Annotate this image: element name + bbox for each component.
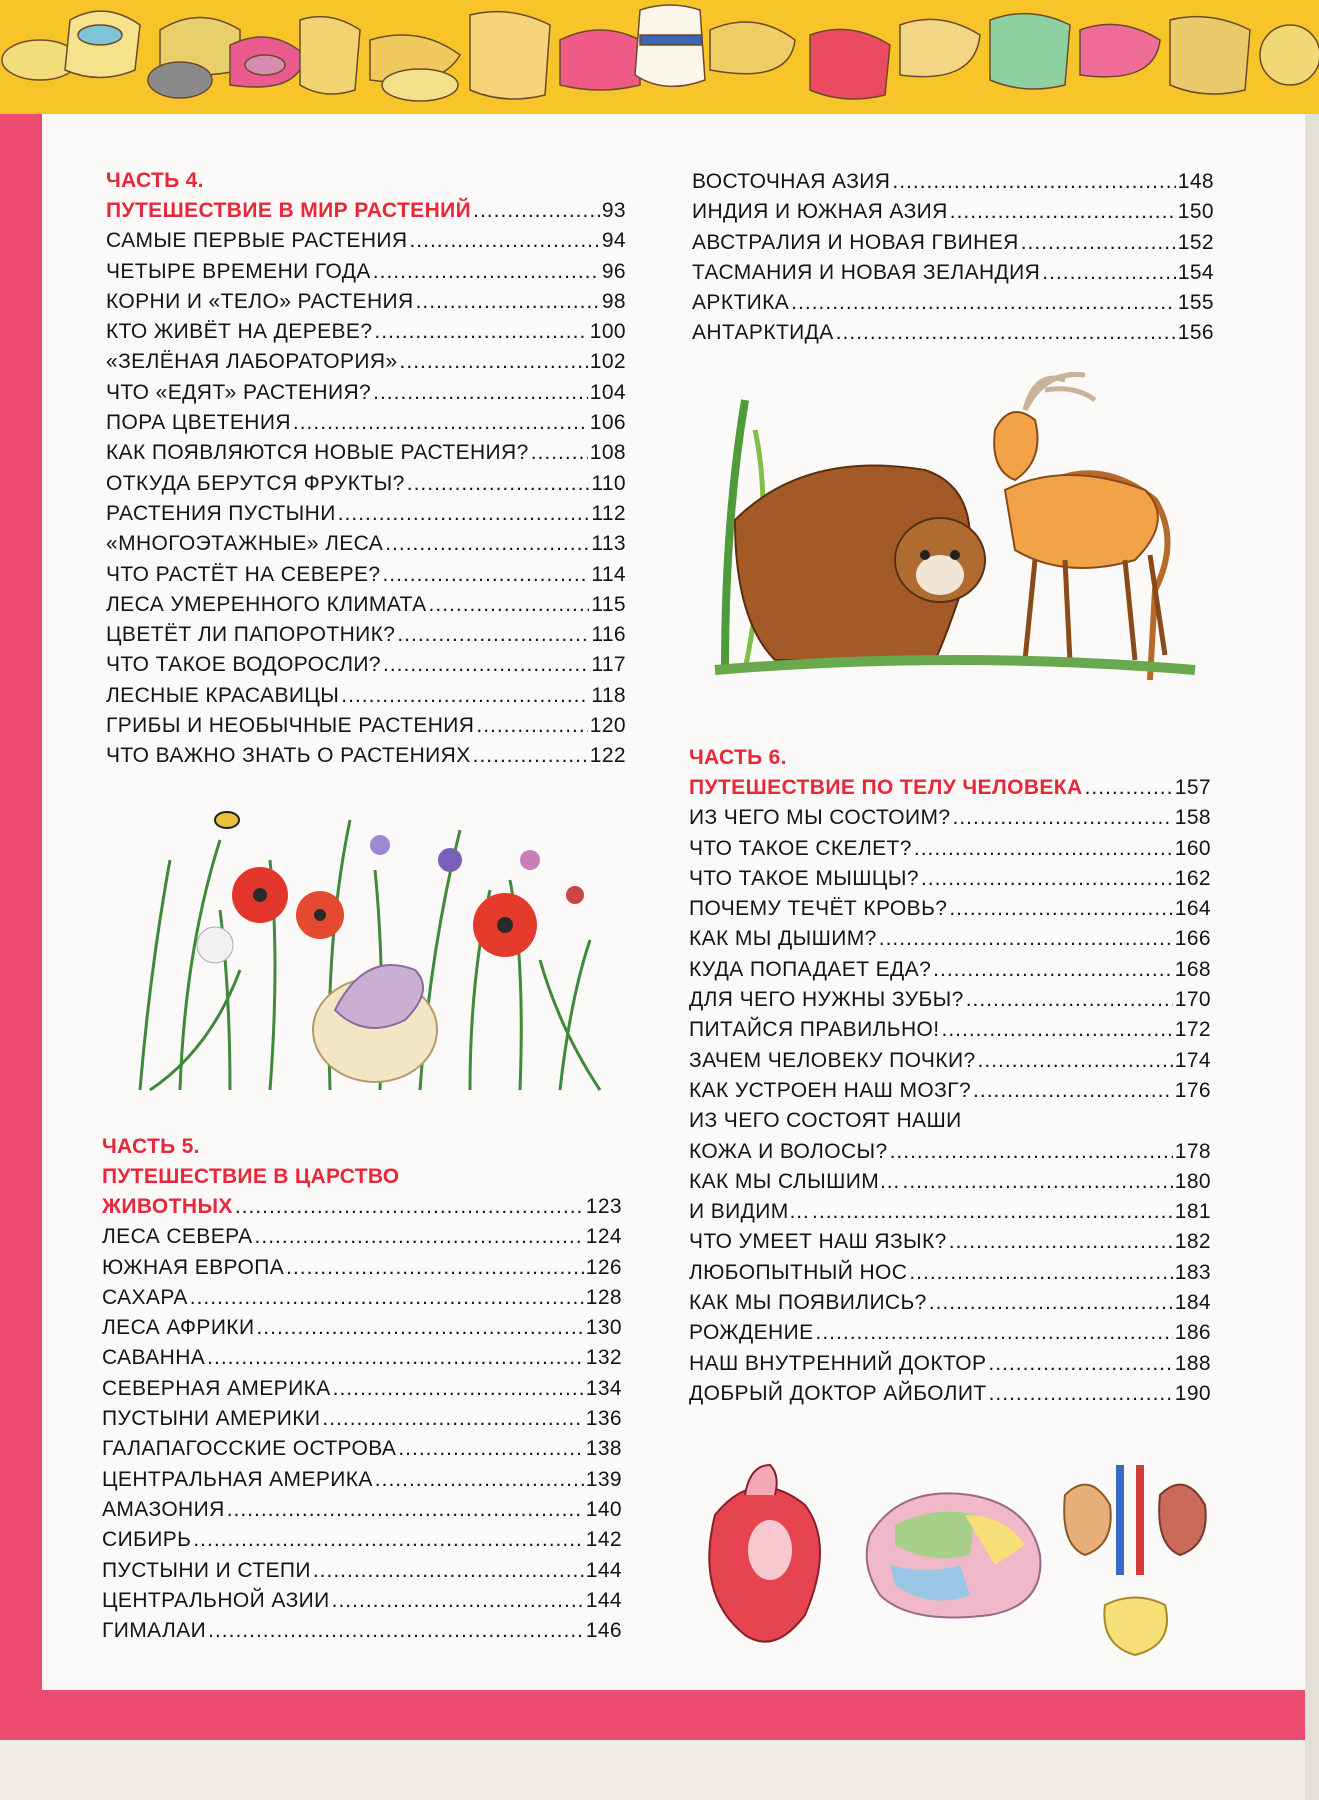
- leader-dots: [256, 1313, 583, 1343]
- entry-title: ЛЕСА АФРИКИ: [102, 1316, 255, 1340]
- toc-entry[interactable]: [689, 1015, 1211, 1045]
- leader-dots: [473, 741, 588, 771]
- toc-entry[interactable]: [106, 408, 626, 438]
- entry-title: САХАРА: [102, 1285, 188, 1309]
- entry-title: ДЛЯ ЧЕГО НУЖНЫ ЗУБЫ?: [689, 988, 964, 1012]
- toc-entry[interactable]: [102, 1404, 622, 1434]
- toc-part4: [106, 166, 626, 772]
- toc-entry[interactable]: [689, 1106, 1211, 1136]
- entry-title: ГИМАЛАИ: [102, 1619, 207, 1643]
- leader-dots: [373, 378, 588, 408]
- toc-entry[interactable]: [692, 288, 1214, 318]
- page-number: 188: [1174, 1351, 1211, 1375]
- page-number: 148: [1177, 170, 1214, 193]
- page-number: 144: [585, 1558, 622, 1582]
- entry-title: КАК МЫ ДЫШИМ?: [689, 927, 877, 951]
- leader-dots: [332, 1586, 584, 1616]
- leader-dots: [791, 288, 1176, 318]
- entry-title: РОЖДЕНИЕ: [689, 1321, 814, 1345]
- leader-dots: [953, 803, 1173, 833]
- leader-dots: [988, 1349, 1172, 1379]
- leader-dots: [909, 1258, 1172, 1288]
- page-number: 104: [589, 380, 626, 404]
- bladder-icon: [1104, 1598, 1167, 1656]
- leader-dots: [409, 226, 599, 256]
- page-number: 120: [589, 714, 626, 738]
- entry-title: ЧЕТЫРЕ ВРЕМЕНИ ГОДА: [106, 259, 371, 283]
- entry-title: ЛЕСНЫЕ КРАСАВИЦЫ: [106, 683, 340, 707]
- page-number: 93: [601, 199, 626, 222]
- toc-part5: [102, 1132, 622, 1646]
- page-number: 184: [1174, 1291, 1211, 1315]
- page-number: 172: [1174, 1018, 1211, 1042]
- leader-dots: [382, 560, 589, 590]
- entry-title: ПОЧЕМУ ТЕЧЁТ КРОВЬ?: [689, 897, 948, 921]
- entry-title: СЕВЕРНАЯ АМЕРИКА: [102, 1376, 331, 1400]
- leader-dots: [255, 1222, 584, 1252]
- entry-title: ЧТО ТАКОЕ ВОДОРОСЛИ?: [106, 653, 382, 677]
- shoes-illustration-banner: [0, 0, 1319, 114]
- page-number: 130: [585, 1316, 622, 1340]
- entry-title: «ЗЕЛЁНАЯ ЛАБОРАТОРИЯ»: [106, 350, 398, 374]
- toc-entry[interactable]: [689, 955, 1211, 985]
- leader-dots: [903, 1167, 1173, 1197]
- leader-dots: [531, 438, 588, 468]
- leader-dots: [1085, 773, 1173, 803]
- leader-dots: [373, 257, 600, 287]
- toc-entry[interactable]: [106, 529, 626, 559]
- page-number: 158: [1174, 806, 1211, 830]
- part5-title-row[interactable]: [102, 1192, 622, 1222]
- page-number: 152: [1177, 230, 1214, 254]
- toc-entry[interactable]: [689, 985, 1211, 1015]
- leader-dots: [473, 196, 600, 226]
- leader-dots: [978, 1046, 1173, 1076]
- page-number: 116: [591, 623, 626, 647]
- page-number: 124: [585, 1225, 622, 1249]
- page-number: 114: [591, 562, 626, 586]
- toc-entry[interactable]: [689, 1076, 1211, 1106]
- toc-entry[interactable]: [689, 1167, 1211, 1197]
- entry-title: КАК МЫ СЛЫШИМ…: [689, 1169, 901, 1193]
- entry-title: ЗАЧЕМ ЧЕЛОВЕКУ ПОЧКИ?: [689, 1048, 976, 1072]
- bee-icon: [215, 812, 239, 828]
- toc-entry[interactable]: [689, 924, 1211, 954]
- toc-entry[interactable]: [102, 1313, 622, 1343]
- entry-title: ТАСМАНИЯ И НОВАЯ ЗЕЛАНДИЯ: [692, 260, 1041, 284]
- entry-title: КАК УСТРОЕН НАШ МОЗГ?: [689, 1078, 972, 1102]
- page-number: 146: [585, 1619, 622, 1643]
- page-number: 134: [585, 1376, 622, 1400]
- toc-entry[interactable]: [689, 834, 1211, 864]
- page-number: 113: [591, 532, 626, 556]
- entry-title: ЧТО РАСТЁТ НА СЕВЕРЕ?: [106, 562, 381, 586]
- page-number: 108: [589, 441, 626, 465]
- entry-title: ДОБРЫЙ ДОКТОР АЙБОЛИТ: [689, 1381, 987, 1405]
- entry-title: КОЖА И ВОЛОСЫ?: [689, 1139, 888, 1163]
- toc-entry[interactable]: [102, 1586, 622, 1616]
- page-number: 155: [1177, 291, 1214, 315]
- page-number: 110: [591, 471, 626, 495]
- entry-title: ЧТО «ЕДЯТ» РАСТЕНИЯ?: [106, 380, 372, 404]
- kidney-icon: [1064, 1485, 1111, 1555]
- toc-entry[interactable]: [106, 681, 626, 711]
- toc-entry[interactable]: [106, 711, 626, 741]
- leader-dots: [190, 1283, 584, 1313]
- deer: [1005, 475, 1158, 568]
- toc-entry[interactable]: [692, 318, 1214, 348]
- leader-dots: [397, 620, 589, 650]
- page-number: 96: [601, 259, 626, 283]
- leader-dots: [341, 681, 589, 711]
- toc-entry[interactable]: [106, 560, 626, 590]
- toc-entry[interactable]: [102, 1283, 622, 1313]
- part4-label: ЧАСТЬ 4.: [106, 169, 204, 192]
- toc-entry[interactable]: [106, 287, 626, 317]
- leader-dots: [929, 1288, 1173, 1318]
- part5-title-line2: ЖИВОТНЫХ: [102, 1195, 233, 1218]
- toc-entry[interactable]: [106, 499, 626, 529]
- page-number: 180: [1174, 1169, 1211, 1193]
- leader-dots: [338, 499, 590, 529]
- page-number: 118: [591, 683, 626, 707]
- entry-title: САМЫЕ ПЕРВЫЕ РАСТЕНИЯ: [106, 229, 408, 253]
- leader-dots: [333, 1374, 584, 1404]
- toc-entry[interactable]: [689, 1046, 1211, 1076]
- toc-entry[interactable]: [106, 347, 626, 377]
- toc-entry[interactable]: [689, 1288, 1211, 1318]
- leader-dots: [383, 650, 589, 680]
- toc-entry[interactable]: [106, 257, 626, 287]
- entry-title: «МНОГОЭТАЖНЫЕ» ЛЕСА: [106, 532, 384, 556]
- part5-title-line1: ПУТЕШЕСТВИЕ В ЦАРСТВО: [102, 1165, 400, 1188]
- entry-title: ЮЖНАЯ ЕВРОПА: [102, 1255, 285, 1279]
- entry-title: ПИТАЙСЯ ПРАВИЛЬНО!: [689, 1018, 940, 1042]
- entry-title: ГРИБЫ И НЕОБЫЧНЫЕ РАСТЕНИЯ: [106, 714, 475, 738]
- toc-entry[interactable]: [106, 317, 626, 347]
- page-number: 150: [1177, 200, 1214, 224]
- toc-entry[interactable]: [692, 197, 1214, 227]
- leader-dots: [385, 529, 589, 559]
- entry-title: ЧТО ТАКОЕ СКЕЛЕТ?: [689, 836, 912, 860]
- page-number: 122: [589, 744, 626, 768]
- page-number: 112: [591, 501, 626, 525]
- leader-dots: [921, 864, 1173, 894]
- toc-part6: [689, 743, 1211, 1409]
- toc-entry[interactable]: [102, 1465, 622, 1495]
- leader-dots: [973, 1076, 1173, 1106]
- entry-title: ОТКУДА БЕРУТСЯ ФРУКТЫ?: [106, 471, 405, 495]
- part4-title-row[interactable]: [106, 196, 626, 226]
- entry-title: АМАЗОНИЯ: [102, 1497, 225, 1521]
- page-number: 115: [591, 592, 626, 616]
- toc-entry[interactable]: [106, 438, 626, 468]
- toc-entry[interactable]: [102, 1374, 622, 1404]
- entry-title: КТО ЖИВЁТ НА ДЕРЕВЕ?: [106, 320, 373, 344]
- entry-title: ЦЕНТРАЛЬНАЯ АМЕРИКА: [102, 1467, 373, 1491]
- page-number: 136: [585, 1407, 622, 1431]
- toc-entry[interactable]: [106, 590, 626, 620]
- entry-title: СИБИРЬ: [102, 1528, 192, 1552]
- page-number: 106: [589, 411, 626, 435]
- leader-dots: [1042, 258, 1176, 288]
- leader-dots: [914, 834, 1173, 864]
- leader-dots: [286, 1253, 584, 1283]
- page-number: 156: [1177, 321, 1214, 345]
- page-number: 100: [589, 320, 626, 344]
- page-number: 117: [591, 653, 626, 677]
- entry-title: АВСТРАЛИЯ И НОВАЯ ГВИНЕЯ: [692, 230, 1019, 254]
- bottom-border: [0, 1690, 1319, 1740]
- entry-title: ЛЕСА СЕВЕРА: [102, 1225, 253, 1249]
- toc-entry[interactable]: [689, 1258, 1211, 1288]
- leader-dots: [1021, 228, 1176, 258]
- entry-title: ГАЛАПАГОССКИЕ ОСТРОВА: [102, 1437, 397, 1461]
- entry-title: АНТАРКТИДА: [692, 321, 834, 345]
- entry-title: САВАННА: [102, 1346, 206, 1370]
- entry-title: ЦВЕТЁТ ЛИ ПАПОРОТНИК?: [106, 623, 396, 647]
- toc-entry[interactable]: [692, 167, 1214, 197]
- entry-title: ИЗ ЧЕГО МЫ СОСТОИМ?: [689, 806, 951, 830]
- entry-title: ИНДИЯ И ЮЖНАЯ АЗИЯ: [692, 200, 948, 224]
- left-border: [0, 114, 42, 1690]
- entry-title: ЛЮБОПЫТНЫЙ НОС: [689, 1260, 908, 1284]
- part4-title: ПУТЕШЕСТВИЕ В МИР РАСТЕНИЙ: [106, 199, 472, 222]
- entry-title: ИЗ ЧЕГО СОСТОЯТ НАШИ: [689, 1109, 962, 1133]
- page-number: 142: [585, 1528, 622, 1552]
- leader-dots: [933, 955, 1173, 985]
- leader-dots: [949, 1227, 1173, 1257]
- entry-title: КАК МЫ ПОЯВИЛИСЬ?: [689, 1291, 927, 1315]
- entry-title: КУДА ПОПАДАЕТ ЕДА?: [689, 957, 932, 981]
- entry-title: ЧТО ТАКОЕ МЫШЦЫ?: [689, 866, 919, 890]
- shoes-illustration: [0, 0, 1319, 114]
- page-number: 178: [1174, 1139, 1211, 1163]
- page-number: 186: [1174, 1321, 1211, 1345]
- toc-entry[interactable]: [102, 1253, 622, 1283]
- leader-dots: [207, 1343, 584, 1373]
- page-number: 176: [1174, 1078, 1211, 1102]
- toc-entry[interactable]: [689, 864, 1211, 894]
- page-edge: [1305, 114, 1319, 1800]
- page-number: 157: [1174, 776, 1211, 799]
- toc-entry[interactable]: [689, 1197, 1211, 1227]
- toc-entry[interactable]: [106, 226, 626, 256]
- entry-title: КОРНИ И «ТЕЛО» РАСТЕНИЯ: [106, 289, 414, 313]
- toc-entry[interactable]: [102, 1222, 622, 1252]
- toc-entry[interactable]: [106, 620, 626, 650]
- page-number: 138: [585, 1437, 622, 1461]
- bear-deer-illustration: [695, 370, 1215, 700]
- leader-dots: [322, 1404, 583, 1434]
- page-number: 170: [1174, 988, 1211, 1012]
- leader-dots: [949, 894, 1172, 924]
- leader-dots: [235, 1192, 584, 1222]
- page-number: 166: [1174, 927, 1211, 951]
- part6-title-row[interactable]: [689, 773, 1211, 803]
- toc-entry[interactable]: [106, 378, 626, 408]
- leader-dots: [193, 1525, 583, 1555]
- toc-entry[interactable]: [689, 803, 1211, 833]
- part6-title: ПУТЕШЕСТВИЕ ПО ТЕЛУ ЧЕЛОВЕКА: [689, 776, 1083, 799]
- leader-dots: [374, 317, 587, 347]
- toc-entry[interactable]: [689, 1227, 1211, 1257]
- toc-entry[interactable]: [106, 469, 626, 499]
- flowers-dinosaur-illustration: [120, 800, 610, 1100]
- page-number: 102: [589, 350, 626, 374]
- entry-title: НАШ ВНУТРЕННИЙ ДОКТОР: [689, 1351, 987, 1375]
- part5-label: ЧАСТЬ 5.: [102, 1135, 200, 1158]
- entry-title: ЧТО ВАЖНО ЗНАТЬ О РАСТЕНИЯХ: [106, 744, 471, 768]
- entry-title: ПУСТЫНИ АМЕРИКИ: [102, 1407, 321, 1431]
- toc-entry[interactable]: [692, 258, 1214, 288]
- leader-dots: [293, 408, 588, 438]
- page-number: 123: [585, 1195, 622, 1218]
- toc-entry[interactable]: [689, 1379, 1211, 1409]
- page-number: 94: [601, 229, 626, 253]
- page-number: 190: [1174, 1381, 1211, 1405]
- entry-title: ЦЕНТРАЛЬНОЙ АЗИИ: [102, 1588, 330, 1612]
- leader-dots: [407, 469, 590, 499]
- toc-entry[interactable]: [102, 1434, 622, 1464]
- page-number: 140: [585, 1497, 622, 1521]
- toc-entry[interactable]: [102, 1556, 622, 1586]
- toc-entry[interactable]: [692, 228, 1214, 258]
- toc-part5-continued: [692, 167, 1214, 349]
- page-number: 183: [1174, 1260, 1211, 1284]
- page-number: 139: [585, 1467, 622, 1491]
- leader-dots: [816, 1318, 1173, 1348]
- entry-title: ЛЕСА УМЕРЕННОГО КЛИМАТА: [106, 592, 427, 616]
- leader-dots: [400, 347, 588, 377]
- page-number: 164: [1174, 897, 1211, 921]
- page-number: 168: [1174, 957, 1211, 981]
- leader-dots: [398, 1434, 583, 1464]
- toc-entry[interactable]: [106, 741, 626, 771]
- page-number: 98: [601, 289, 626, 313]
- leader-dots: [313, 1556, 584, 1586]
- entry-title: ПОРА ЦВЕТЕНИЯ: [106, 411, 291, 435]
- leader-dots: [890, 1137, 1173, 1167]
- toc-entry[interactable]: [102, 1525, 622, 1555]
- leader-dots: [966, 985, 1173, 1015]
- leader-dots: [950, 197, 1176, 227]
- entry-title: КАК ПОЯВЛЯЮТСЯ НОВЫЕ РАСТЕНИЯ?: [106, 441, 529, 465]
- leader-dots: [836, 318, 1176, 348]
- toc-entry[interactable]: [689, 1349, 1211, 1379]
- entry-title: ЧТО УМЕЕТ НАШ ЯЗЫК?: [689, 1230, 947, 1254]
- leader-dots: [476, 711, 587, 741]
- kidney-icon: [1159, 1485, 1206, 1555]
- toc-entry[interactable]: [102, 1616, 622, 1646]
- page-number: 160: [1174, 836, 1211, 860]
- leader-dots: [416, 287, 600, 317]
- leader-dots: [208, 1616, 584, 1646]
- page-number: 182: [1174, 1230, 1211, 1254]
- leader-dots: [375, 1465, 584, 1495]
- toc-entry[interactable]: [106, 650, 626, 680]
- leader-dots: [892, 167, 1175, 197]
- toc-entry[interactable]: [689, 894, 1211, 924]
- page-number: 162: [1174, 866, 1211, 890]
- organs-illustration: [695, 1455, 1215, 1665]
- toc-entry[interactable]: [689, 1137, 1211, 1167]
- toc-entry[interactable]: [102, 1343, 622, 1373]
- entry-title: ПУСТЫНИ И СТЕПИ: [102, 1558, 311, 1582]
- page-number: 181: [1174, 1200, 1211, 1224]
- page-number: 174: [1174, 1048, 1211, 1072]
- entry-title: И ВИДИМ…: [689, 1200, 811, 1224]
- leader-dots: [227, 1495, 584, 1525]
- entry-title: ВОСТОЧНАЯ АЗИЯ: [692, 170, 891, 193]
- part6-label: ЧАСТЬ 6.: [689, 746, 787, 769]
- leader-dots: [429, 590, 590, 620]
- entry-title: РАСТЕНИЯ ПУСТЫНИ: [106, 501, 336, 525]
- page-number: 144: [585, 1588, 622, 1612]
- page-number: 126: [585, 1255, 622, 1279]
- leader-dots: [989, 1379, 1173, 1409]
- leader-dots: [812, 1197, 1173, 1227]
- toc-entry[interactable]: [102, 1495, 622, 1525]
- leader-dots: [879, 924, 1173, 954]
- toc-entry[interactable]: [689, 1318, 1211, 1348]
- page-number: 154: [1177, 260, 1214, 284]
- leader-dots: [941, 1015, 1172, 1045]
- entry-title: АРКТИКА: [692, 291, 790, 315]
- page-number: 128: [585, 1285, 622, 1309]
- page-number: 132: [585, 1346, 622, 1370]
